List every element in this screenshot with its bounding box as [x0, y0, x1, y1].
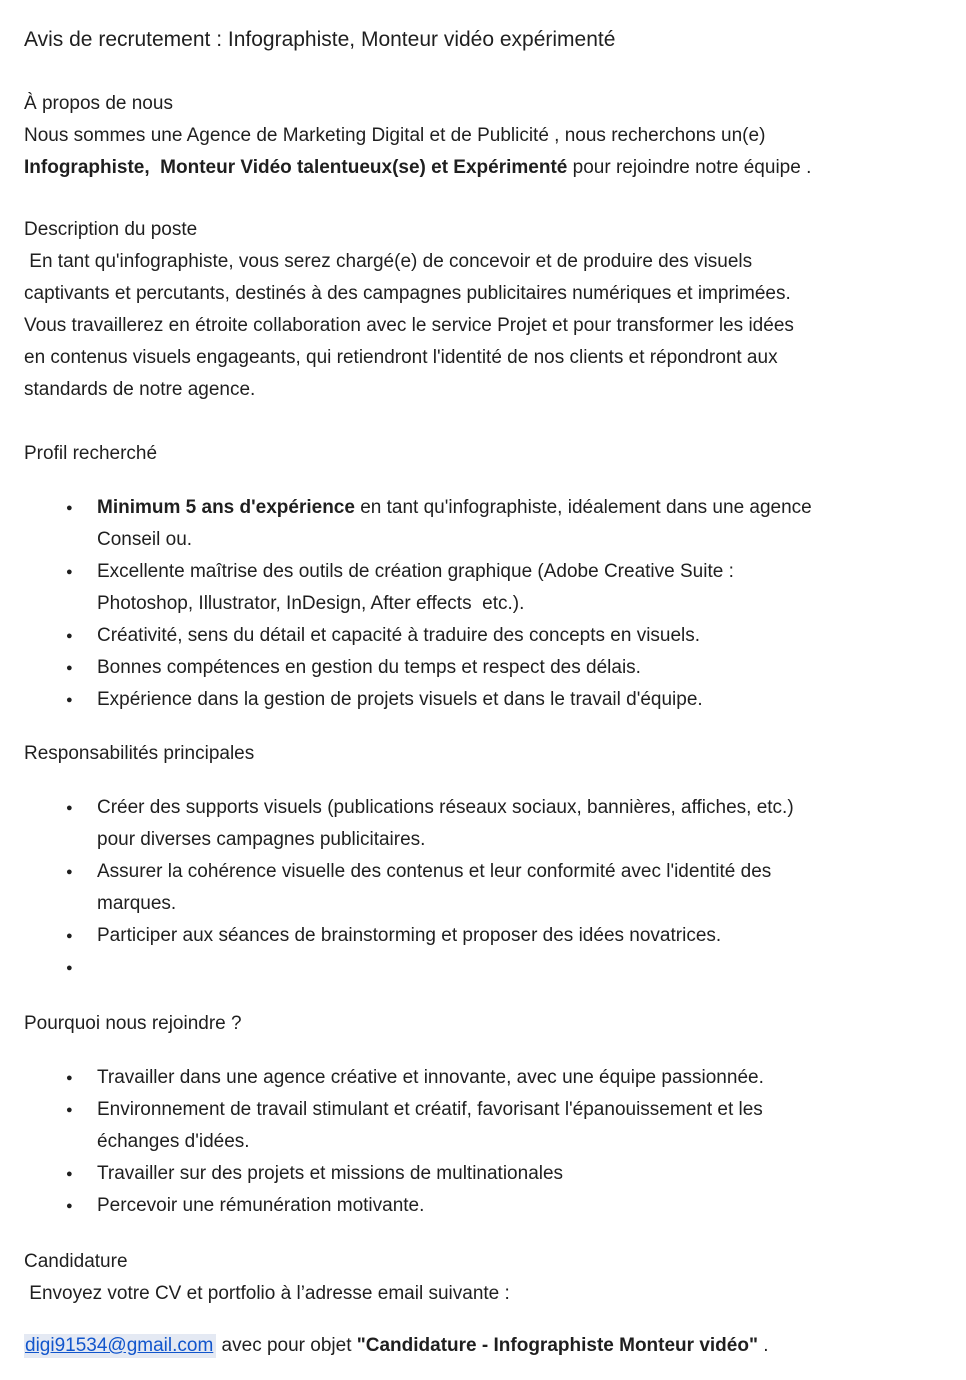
email-line-middle: avec pour objet	[216, 1335, 357, 1356]
bullet-icon: ●	[66, 930, 73, 942]
bullet-text-rest: en tant qu'infographiste, idéalement dans une agence	[354, 497, 812, 518]
email-subject: "Candidature - Infographiste Monteur vidéo"	[356, 1335, 758, 1356]
email-line-closing: .	[757, 1335, 769, 1356]
list-item	[24, 652, 950, 684]
profil-bullet-list	[24, 492, 950, 716]
about-line-2	[24, 152, 950, 184]
candidature-intro: Envoyez votre CV et portfolio à l’adresse email suivante :	[24, 1283, 510, 1304]
bullet-text: marques.	[97, 893, 177, 914]
bullet-text: Créer des supports visuels (publications réseaux sociaux, bannières, affiches, etc.)	[97, 797, 794, 818]
bullet-text: Percevoir une rémunération motivante.	[97, 1195, 425, 1216]
description-line: standards de notre agence.	[24, 379, 256, 400]
bullet-text: Assurer la cohérence visuelle des contenus et leur conformité avec l'identité des	[97, 861, 772, 882]
bullet-text: Photoshop, Illustrator, InDesign, After effects etc.).	[97, 593, 525, 614]
list-item	[24, 856, 950, 888]
bullet-icon: ●	[66, 962, 73, 974]
bullet-icon: ●	[66, 802, 73, 814]
bullet-text: Environnement de travail stimulant et créatif, favorisant l'épanouissement et les	[97, 1099, 763, 1120]
list-item	[24, 684, 950, 716]
section-heading-about: À propos de nous	[24, 93, 173, 114]
bullet-icon: ●	[66, 866, 73, 878]
section-heading-profil: Profil recherché	[24, 443, 158, 464]
section-heading-responsabilites: Responsabilités principales	[24, 743, 255, 764]
bullet-text	[97, 492, 812, 524]
bullet-icon: ●	[66, 694, 73, 706]
about-line-2-rest: pour rejoindre notre équipe .	[567, 157, 812, 178]
list-item-continuation	[24, 588, 950, 620]
list-item	[24, 1158, 950, 1190]
list-item	[24, 1094, 950, 1126]
bullet-icon: ●	[66, 566, 73, 578]
responsabilites-bullet-list	[24, 792, 950, 984]
description-line: en contenus visuels engageants, qui retiendront l'identité de nos clients et répondront aux	[24, 347, 778, 368]
bullet-icon: ●	[66, 1104, 73, 1116]
bullet-icon: ●	[66, 630, 73, 642]
bullet-icon: ●	[66, 1200, 73, 1212]
email-link[interactable]: digi91534@gmail.com	[24, 1334, 216, 1358]
list-item-continuation	[24, 888, 950, 920]
bullet-icon: ●	[66, 502, 73, 514]
list-item-empty	[24, 952, 950, 984]
about-line-1: Nous sommes une Agence de Marketing Digital et de Publicité , nous recherchons un(e)	[24, 125, 766, 146]
page-title: Avis de recrutement : Infographiste, Monteur vidéo expérimenté	[24, 28, 616, 51]
list-item	[24, 1062, 950, 1094]
list-item-continuation	[24, 524, 950, 556]
bullet-text: pour diverses campagnes publicitaires.	[97, 829, 426, 850]
candidature-email-line	[24, 1330, 950, 1362]
bullet-text: Conseil ou.	[97, 529, 193, 550]
bullet-text: Expérience dans la gestion de projets visuels et dans le travail d'équipe.	[97, 689, 703, 710]
description-line: En tant qu'infographiste, vous serez chargé(e) de concevoir et de produire des visuels	[24, 251, 753, 272]
bullet-text: Travailler dans une agence créative et innovante, avec une équipe passionnée.	[97, 1067, 764, 1088]
bullet-text: Participer aux séances de brainstorming et proposer des idées novatrices.	[97, 925, 722, 946]
list-item-continuation	[24, 1126, 950, 1158]
description-line: captivants et percutants, destinés à des campagnes publicitaires numériques et imprimées.	[24, 283, 791, 304]
experience-emphasis: Minimum 5 ans d'expérience	[97, 497, 355, 518]
section-heading-pourquoi: Pourquoi nous rejoindre ?	[24, 1013, 242, 1034]
list-item	[24, 492, 950, 524]
bullet-icon: ●	[66, 662, 73, 674]
bullet-text: Excellente maîtrise des outils de création graphique (Adobe Creative Suite :	[97, 561, 734, 582]
section-heading-description: Description du poste	[24, 219, 198, 240]
description-line: Vous travaillerez en étroite collaboration avec le service Projet et pour transformer les idées	[24, 315, 794, 336]
pourquoi-bullet-list	[24, 1062, 950, 1222]
bullet-text: Travailler sur des projets et missions de multinationales	[97, 1163, 564, 1184]
bullet-icon: ●	[66, 1168, 73, 1180]
bullet-text: Créativité, sens du détail et capacité à traduire des concepts en visuels.	[97, 625, 701, 646]
list-item	[24, 556, 950, 588]
section-heading-candidature: Candidature	[24, 1251, 128, 1272]
list-item	[24, 920, 950, 952]
list-item	[24, 620, 950, 652]
bullet-icon: ●	[66, 1072, 73, 1084]
list-item-continuation	[24, 824, 950, 856]
about-role-emphasis: Infographiste, Monteur Vidéo talentueux(se) et Expérimenté	[24, 157, 568, 178]
bullet-text: échanges d'idées.	[97, 1131, 250, 1152]
bullet-text: Bonnes compétences en gestion du temps et respect des délais.	[97, 657, 641, 678]
list-item	[24, 1190, 950, 1222]
list-item	[24, 792, 950, 824]
